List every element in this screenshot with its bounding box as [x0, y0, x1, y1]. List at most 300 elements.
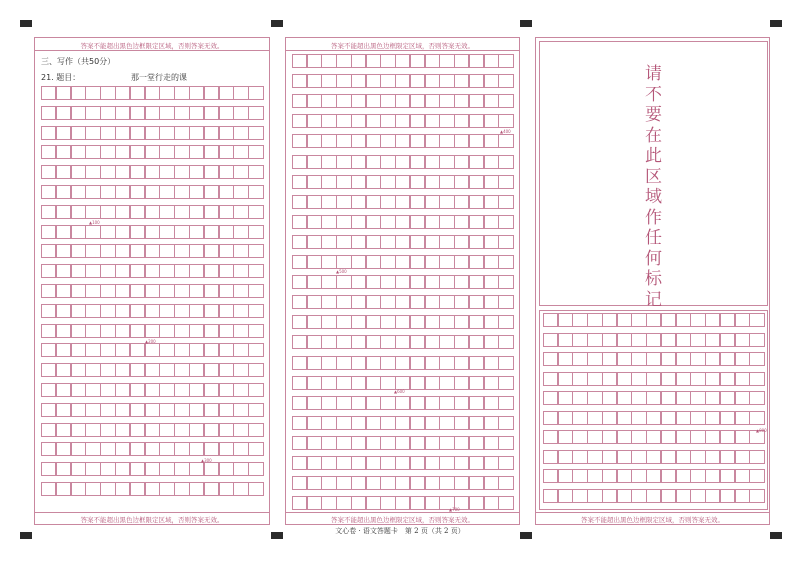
grid-cell[interactable] — [454, 114, 469, 128]
grid-cell[interactable] — [100, 264, 115, 278]
grid-cell[interactable] — [159, 363, 174, 377]
grid-cell[interactable] — [189, 383, 204, 397]
grid-cell[interactable] — [469, 54, 484, 68]
grid-cell[interactable] — [321, 114, 336, 128]
grid-cell[interactable] — [336, 416, 351, 430]
grid-cell[interactable] — [498, 74, 513, 88]
grid-cell[interactable] — [130, 462, 145, 476]
grid-cell[interactable] — [189, 442, 204, 456]
grid-cell[interactable] — [380, 94, 395, 108]
grid-cell[interactable] — [587, 313, 602, 327]
grid-cell[interactable] — [366, 134, 381, 148]
grid-cell[interactable] — [130, 383, 145, 397]
grid-cell[interactable] — [469, 315, 484, 329]
grid-cell[interactable] — [484, 416, 499, 430]
grid-cell[interactable] — [336, 436, 351, 450]
grid-cell[interactable] — [661, 469, 676, 483]
grid-cell[interactable] — [380, 114, 395, 128]
grid-cell[interactable] — [307, 235, 322, 249]
grid-cell[interactable] — [572, 313, 587, 327]
grid-cell[interactable] — [484, 215, 499, 229]
grid-cell[interactable] — [115, 264, 130, 278]
grid-cell[interactable] — [484, 315, 499, 329]
grid-cell[interactable] — [351, 195, 366, 209]
grid-cell[interactable] — [248, 185, 263, 199]
grid-cell[interactable] — [189, 145, 204, 159]
grid-cell[interactable] — [351, 376, 366, 390]
grid-cell[interactable] — [543, 372, 558, 386]
grid-cell[interactable] — [351, 436, 366, 450]
grid-cell[interactable] — [366, 215, 381, 229]
grid-cell[interactable] — [115, 304, 130, 318]
grid-cell[interactable] — [380, 335, 395, 349]
grid-cell[interactable] — [705, 391, 720, 405]
grid-cell[interactable] — [85, 145, 100, 159]
grid-cell[interactable] — [410, 94, 425, 108]
grid-cell[interactable] — [233, 284, 248, 298]
grid-cell[interactable] — [292, 195, 307, 209]
grid-cell[interactable] — [85, 304, 100, 318]
grid-cell[interactable] — [248, 482, 263, 496]
grid-cell[interactable] — [366, 496, 381, 510]
grid-cell[interactable] — [484, 195, 499, 209]
grid-cell[interactable] — [469, 476, 484, 490]
grid-cell[interactable] — [307, 396, 322, 410]
grid-cell[interactable] — [484, 496, 499, 510]
grid-cell[interactable] — [219, 363, 234, 377]
grid-cell[interactable] — [484, 255, 499, 269]
grid-cell[interactable] — [439, 456, 454, 470]
grid-cell[interactable] — [469, 376, 484, 390]
grid-cell[interactable] — [558, 333, 573, 347]
grid-cell[interactable] — [439, 94, 454, 108]
grid-cell[interactable] — [749, 313, 764, 327]
grid-cell[interactable] — [292, 335, 307, 349]
grid-cell[interactable] — [425, 54, 440, 68]
grid-cell[interactable] — [204, 343, 219, 357]
grid-cell[interactable] — [130, 304, 145, 318]
grid-cell[interactable] — [71, 403, 86, 417]
grid-cell[interactable] — [366, 275, 381, 289]
grid-cell[interactable] — [307, 496, 322, 510]
grid-cell[interactable] — [454, 235, 469, 249]
grid-cell[interactable] — [233, 106, 248, 120]
grid-cell[interactable] — [498, 195, 513, 209]
grid-cell[interactable] — [219, 324, 234, 338]
grid-cell[interactable] — [292, 235, 307, 249]
grid-cell[interactable] — [41, 383, 56, 397]
grid-cell[interactable] — [439, 54, 454, 68]
grid-cell[interactable] — [71, 205, 86, 219]
grid-cell[interactable] — [498, 416, 513, 430]
grid-cell[interactable] — [484, 275, 499, 289]
grid-cell[interactable] — [145, 482, 160, 496]
grid-cell[interactable] — [174, 462, 189, 476]
grid-cell[interactable] — [410, 396, 425, 410]
grid-cell[interactable] — [321, 215, 336, 229]
grid-cell[interactable] — [321, 436, 336, 450]
grid-cell[interactable] — [380, 376, 395, 390]
grid-cell[interactable] — [602, 391, 617, 405]
grid-cell[interactable] — [735, 333, 750, 347]
grid-cell[interactable] — [558, 489, 573, 503]
grid-cell[interactable] — [219, 126, 234, 140]
grid-cell[interactable] — [336, 114, 351, 128]
grid-cell[interactable] — [41, 86, 56, 100]
grid-cell[interactable] — [587, 333, 602, 347]
grid-cell[interactable] — [572, 469, 587, 483]
grid-cell[interactable] — [100, 86, 115, 100]
grid-cell[interactable] — [307, 134, 322, 148]
grid-cell[interactable] — [676, 372, 691, 386]
grid-cell[interactable] — [351, 335, 366, 349]
grid-cell[interactable] — [233, 126, 248, 140]
grid-cell[interactable] — [292, 114, 307, 128]
grid-cell[interactable] — [233, 442, 248, 456]
grid-cell[interactable] — [366, 195, 381, 209]
grid-cell[interactable] — [602, 469, 617, 483]
grid-cell[interactable] — [366, 235, 381, 249]
grid-cell[interactable] — [484, 335, 499, 349]
grid-cell[interactable] — [720, 333, 735, 347]
grid-cell[interactable] — [380, 356, 395, 370]
grid-cell[interactable] — [439, 195, 454, 209]
grid-cell[interactable] — [204, 126, 219, 140]
grid-cell[interactable] — [85, 264, 100, 278]
grid-cell[interactable] — [41, 264, 56, 278]
grid-cell[interactable] — [145, 383, 160, 397]
grid-cell[interactable] — [100, 343, 115, 357]
grid-cell[interactable] — [219, 462, 234, 476]
grid-cell[interactable] — [174, 225, 189, 239]
grid-cell[interactable] — [631, 313, 646, 327]
grid-cell[interactable] — [425, 476, 440, 490]
grid-cell[interactable] — [380, 195, 395, 209]
grid-cell[interactable] — [248, 383, 263, 397]
grid-cell[interactable] — [676, 352, 691, 366]
grid-cell[interactable] — [130, 244, 145, 258]
grid-cell[interactable] — [204, 185, 219, 199]
grid-cell[interactable] — [307, 356, 322, 370]
grid-cell[interactable] — [454, 215, 469, 229]
grid-cell[interactable] — [380, 175, 395, 189]
grid-cell[interactable] — [100, 324, 115, 338]
grid-cell[interactable] — [159, 383, 174, 397]
grid-cell[interactable] — [115, 343, 130, 357]
grid-cell[interactable] — [705, 333, 720, 347]
grid-cell[interactable] — [661, 372, 676, 386]
grid-cell[interactable] — [439, 275, 454, 289]
grid-cell[interactable] — [469, 295, 484, 309]
grid-cell[interactable] — [705, 489, 720, 503]
grid-cell[interactable] — [115, 185, 130, 199]
grid-cell[interactable] — [380, 476, 395, 490]
grid-cell[interactable] — [572, 430, 587, 444]
grid-cell[interactable] — [395, 275, 410, 289]
grid-cell[interactable] — [174, 383, 189, 397]
grid-cell[interactable] — [233, 343, 248, 357]
grid-cell[interactable] — [498, 456, 513, 470]
grid-cell[interactable] — [454, 416, 469, 430]
grid-cell[interactable] — [159, 304, 174, 318]
grid-cell[interactable] — [130, 343, 145, 357]
grid-cell[interactable] — [292, 356, 307, 370]
grid-cell[interactable] — [366, 74, 381, 88]
grid-cell[interactable] — [558, 411, 573, 425]
grid-cell[interactable] — [351, 134, 366, 148]
grid-cell[interactable] — [248, 343, 263, 357]
grid-cell[interactable] — [395, 155, 410, 169]
grid-cell[interactable] — [292, 215, 307, 229]
grid-cell[interactable] — [321, 416, 336, 430]
grid-cell[interactable] — [425, 74, 440, 88]
grid-cell[interactable] — [174, 264, 189, 278]
grid-cell[interactable] — [219, 304, 234, 318]
grid-cell[interactable] — [130, 482, 145, 496]
grid-cell[interactable] — [735, 372, 750, 386]
grid-cell[interactable] — [233, 304, 248, 318]
grid-cell[interactable] — [219, 482, 234, 496]
grid-cell[interactable] — [602, 411, 617, 425]
grid-cell[interactable] — [71, 383, 86, 397]
grid-cell[interactable] — [100, 165, 115, 179]
grid-cell[interactable] — [204, 324, 219, 338]
grid-cell[interactable] — [56, 423, 71, 437]
grid-cell[interactable] — [307, 476, 322, 490]
grid-cell[interactable] — [321, 476, 336, 490]
grid-cell[interactable] — [174, 284, 189, 298]
grid-cell[interactable] — [204, 264, 219, 278]
grid-cell[interactable] — [351, 315, 366, 329]
grid-cell[interactable] — [336, 94, 351, 108]
grid-cell[interactable] — [735, 411, 750, 425]
grid-cell[interactable] — [380, 255, 395, 269]
grid-cell[interactable] — [572, 450, 587, 464]
grid-cell[interactable] — [307, 275, 322, 289]
grid-cell[interactable] — [71, 442, 86, 456]
grid-cell[interactable] — [454, 356, 469, 370]
grid-cell[interactable] — [749, 333, 764, 347]
grid-cell[interactable] — [735, 352, 750, 366]
grid-cell[interactable] — [233, 165, 248, 179]
grid-cell[interactable] — [366, 436, 381, 450]
grid-cell[interactable] — [469, 436, 484, 450]
grid-cell[interactable] — [174, 403, 189, 417]
grid-cell[interactable] — [336, 134, 351, 148]
grid-cell[interactable] — [145, 145, 160, 159]
grid-cell[interactable] — [321, 54, 336, 68]
grid-cell[interactable] — [41, 304, 56, 318]
grid-cell[interactable] — [351, 54, 366, 68]
grid-cell[interactable] — [233, 482, 248, 496]
grid-cell[interactable] — [351, 456, 366, 470]
grid-cell[interactable] — [380, 456, 395, 470]
grid-cell[interactable] — [248, 284, 263, 298]
grid-cell[interactable] — [233, 462, 248, 476]
grid-cell[interactable] — [425, 155, 440, 169]
grid-cell[interactable] — [219, 244, 234, 258]
grid-cell[interactable] — [159, 442, 174, 456]
grid-cell[interactable] — [366, 476, 381, 490]
grid-cell[interactable] — [572, 372, 587, 386]
grid-cell[interactable] — [292, 134, 307, 148]
grid-cell[interactable] — [321, 155, 336, 169]
grid-cell[interactable] — [469, 356, 484, 370]
grid-cell[interactable] — [617, 430, 632, 444]
grid-cell[interactable] — [115, 205, 130, 219]
grid-cell[interactable] — [454, 134, 469, 148]
grid-cell[interactable] — [71, 86, 86, 100]
grid-cell[interactable] — [395, 235, 410, 249]
grid-cell[interactable] — [56, 86, 71, 100]
grid-cell[interactable] — [572, 352, 587, 366]
grid-cell[interactable] — [145, 244, 160, 258]
grid-cell[interactable] — [336, 195, 351, 209]
writing-grid-1[interactable] — [41, 78, 263, 508]
grid-cell[interactable] — [130, 165, 145, 179]
grid-cell[interactable] — [159, 126, 174, 140]
grid-cell[interactable] — [204, 423, 219, 437]
grid-cell[interactable] — [366, 295, 381, 309]
grid-cell[interactable] — [366, 376, 381, 390]
grid-cell[interactable] — [646, 391, 661, 405]
grid-cell[interactable] — [720, 450, 735, 464]
grid-cell[interactable] — [425, 275, 440, 289]
grid-cell[interactable] — [321, 134, 336, 148]
grid-cell[interactable] — [543, 469, 558, 483]
grid-cell[interactable] — [292, 155, 307, 169]
grid-cell[interactable] — [484, 456, 499, 470]
grid-cell[interactable] — [336, 335, 351, 349]
grid-cell[interactable] — [189, 185, 204, 199]
grid-cell[interactable] — [233, 225, 248, 239]
grid-cell[interactable] — [646, 430, 661, 444]
grid-cell[interactable] — [336, 456, 351, 470]
grid-cell[interactable] — [498, 235, 513, 249]
grid-cell[interactable] — [71, 284, 86, 298]
grid-cell[interactable] — [56, 442, 71, 456]
grid-cell[interactable] — [484, 74, 499, 88]
grid-cell[interactable] — [469, 235, 484, 249]
grid-cell[interactable] — [189, 304, 204, 318]
grid-cell[interactable] — [366, 94, 381, 108]
grid-cell[interactable] — [292, 74, 307, 88]
grid-cell[interactable] — [498, 155, 513, 169]
grid-cell[interactable] — [484, 295, 499, 309]
grid-cell[interactable] — [602, 489, 617, 503]
grid-cell[interactable] — [204, 284, 219, 298]
grid-cell[interactable] — [395, 436, 410, 450]
grid-cell[interactable] — [454, 436, 469, 450]
grid-cell[interactable] — [321, 275, 336, 289]
grid-cell[interactable] — [498, 275, 513, 289]
grid-cell[interactable] — [454, 376, 469, 390]
grid-cell[interactable] — [321, 496, 336, 510]
grid-cell[interactable] — [115, 165, 130, 179]
grid-cell[interactable] — [100, 383, 115, 397]
grid-cell[interactable] — [85, 324, 100, 338]
grid-cell[interactable] — [425, 496, 440, 510]
grid-cell[interactable] — [558, 372, 573, 386]
grid-cell[interactable] — [189, 86, 204, 100]
grid-cell[interactable] — [690, 469, 705, 483]
grid-cell[interactable] — [425, 416, 440, 430]
grid-cell[interactable] — [469, 456, 484, 470]
grid-cell[interactable] — [174, 244, 189, 258]
grid-cell[interactable] — [631, 430, 646, 444]
grid-cell[interactable] — [351, 94, 366, 108]
grid-cell[interactable] — [661, 450, 676, 464]
grid-cell[interactable] — [351, 215, 366, 229]
grid-cell[interactable] — [395, 496, 410, 510]
grid-cell[interactable] — [558, 469, 573, 483]
grid-cell[interactable] — [587, 352, 602, 366]
grid-cell[interactable] — [690, 430, 705, 444]
grid-cell[interactable] — [469, 335, 484, 349]
grid-cell[interactable] — [602, 430, 617, 444]
grid-cell[interactable] — [498, 114, 513, 128]
grid-cell[interactable] — [484, 376, 499, 390]
grid-cell[interactable] — [439, 134, 454, 148]
grid-cell[interactable] — [321, 356, 336, 370]
grid-cell[interactable] — [115, 86, 130, 100]
grid-cell[interactable] — [484, 155, 499, 169]
grid-cell[interactable] — [159, 145, 174, 159]
grid-cell[interactable] — [145, 264, 160, 278]
grid-cell[interactable] — [145, 106, 160, 120]
grid-cell[interactable] — [380, 134, 395, 148]
grid-cell[interactable] — [219, 284, 234, 298]
grid-cell[interactable] — [380, 496, 395, 510]
grid-cell[interactable] — [100, 482, 115, 496]
grid-cell[interactable] — [336, 356, 351, 370]
grid-cell[interactable] — [351, 476, 366, 490]
grid-cell[interactable] — [351, 74, 366, 88]
grid-cell[interactable] — [351, 175, 366, 189]
grid-cell[interactable] — [749, 469, 764, 483]
grid-cell[interactable] — [145, 423, 160, 437]
grid-cell[interactable] — [100, 244, 115, 258]
grid-cell[interactable] — [484, 436, 499, 450]
grid-cell[interactable] — [661, 333, 676, 347]
grid-cell[interactable] — [587, 391, 602, 405]
grid-cell[interactable] — [380, 396, 395, 410]
grid-cell[interactable] — [71, 185, 86, 199]
grid-cell[interactable] — [410, 175, 425, 189]
grid-cell[interactable] — [425, 94, 440, 108]
grid-cell[interactable] — [646, 333, 661, 347]
grid-cell[interactable] — [735, 313, 750, 327]
grid-cell[interactable] — [130, 205, 145, 219]
grid-cell[interactable] — [587, 450, 602, 464]
writing-grid-3[interactable] — [543, 311, 764, 507]
grid-cell[interactable] — [115, 284, 130, 298]
grid-cell[interactable] — [351, 235, 366, 249]
grid-cell[interactable] — [690, 489, 705, 503]
grid-cell[interactable] — [41, 403, 56, 417]
grid-cell[interactable] — [336, 235, 351, 249]
grid-cell[interactable] — [439, 335, 454, 349]
grid-cell[interactable] — [395, 94, 410, 108]
grid-cell[interactable] — [410, 416, 425, 430]
grid-cell[interactable] — [380, 54, 395, 68]
grid-cell[interactable] — [85, 86, 100, 100]
grid-cell[interactable] — [100, 442, 115, 456]
grid-cell[interactable] — [661, 430, 676, 444]
grid-cell[interactable] — [395, 335, 410, 349]
grid-cell[interactable] — [41, 363, 56, 377]
grid-cell[interactable] — [174, 304, 189, 318]
